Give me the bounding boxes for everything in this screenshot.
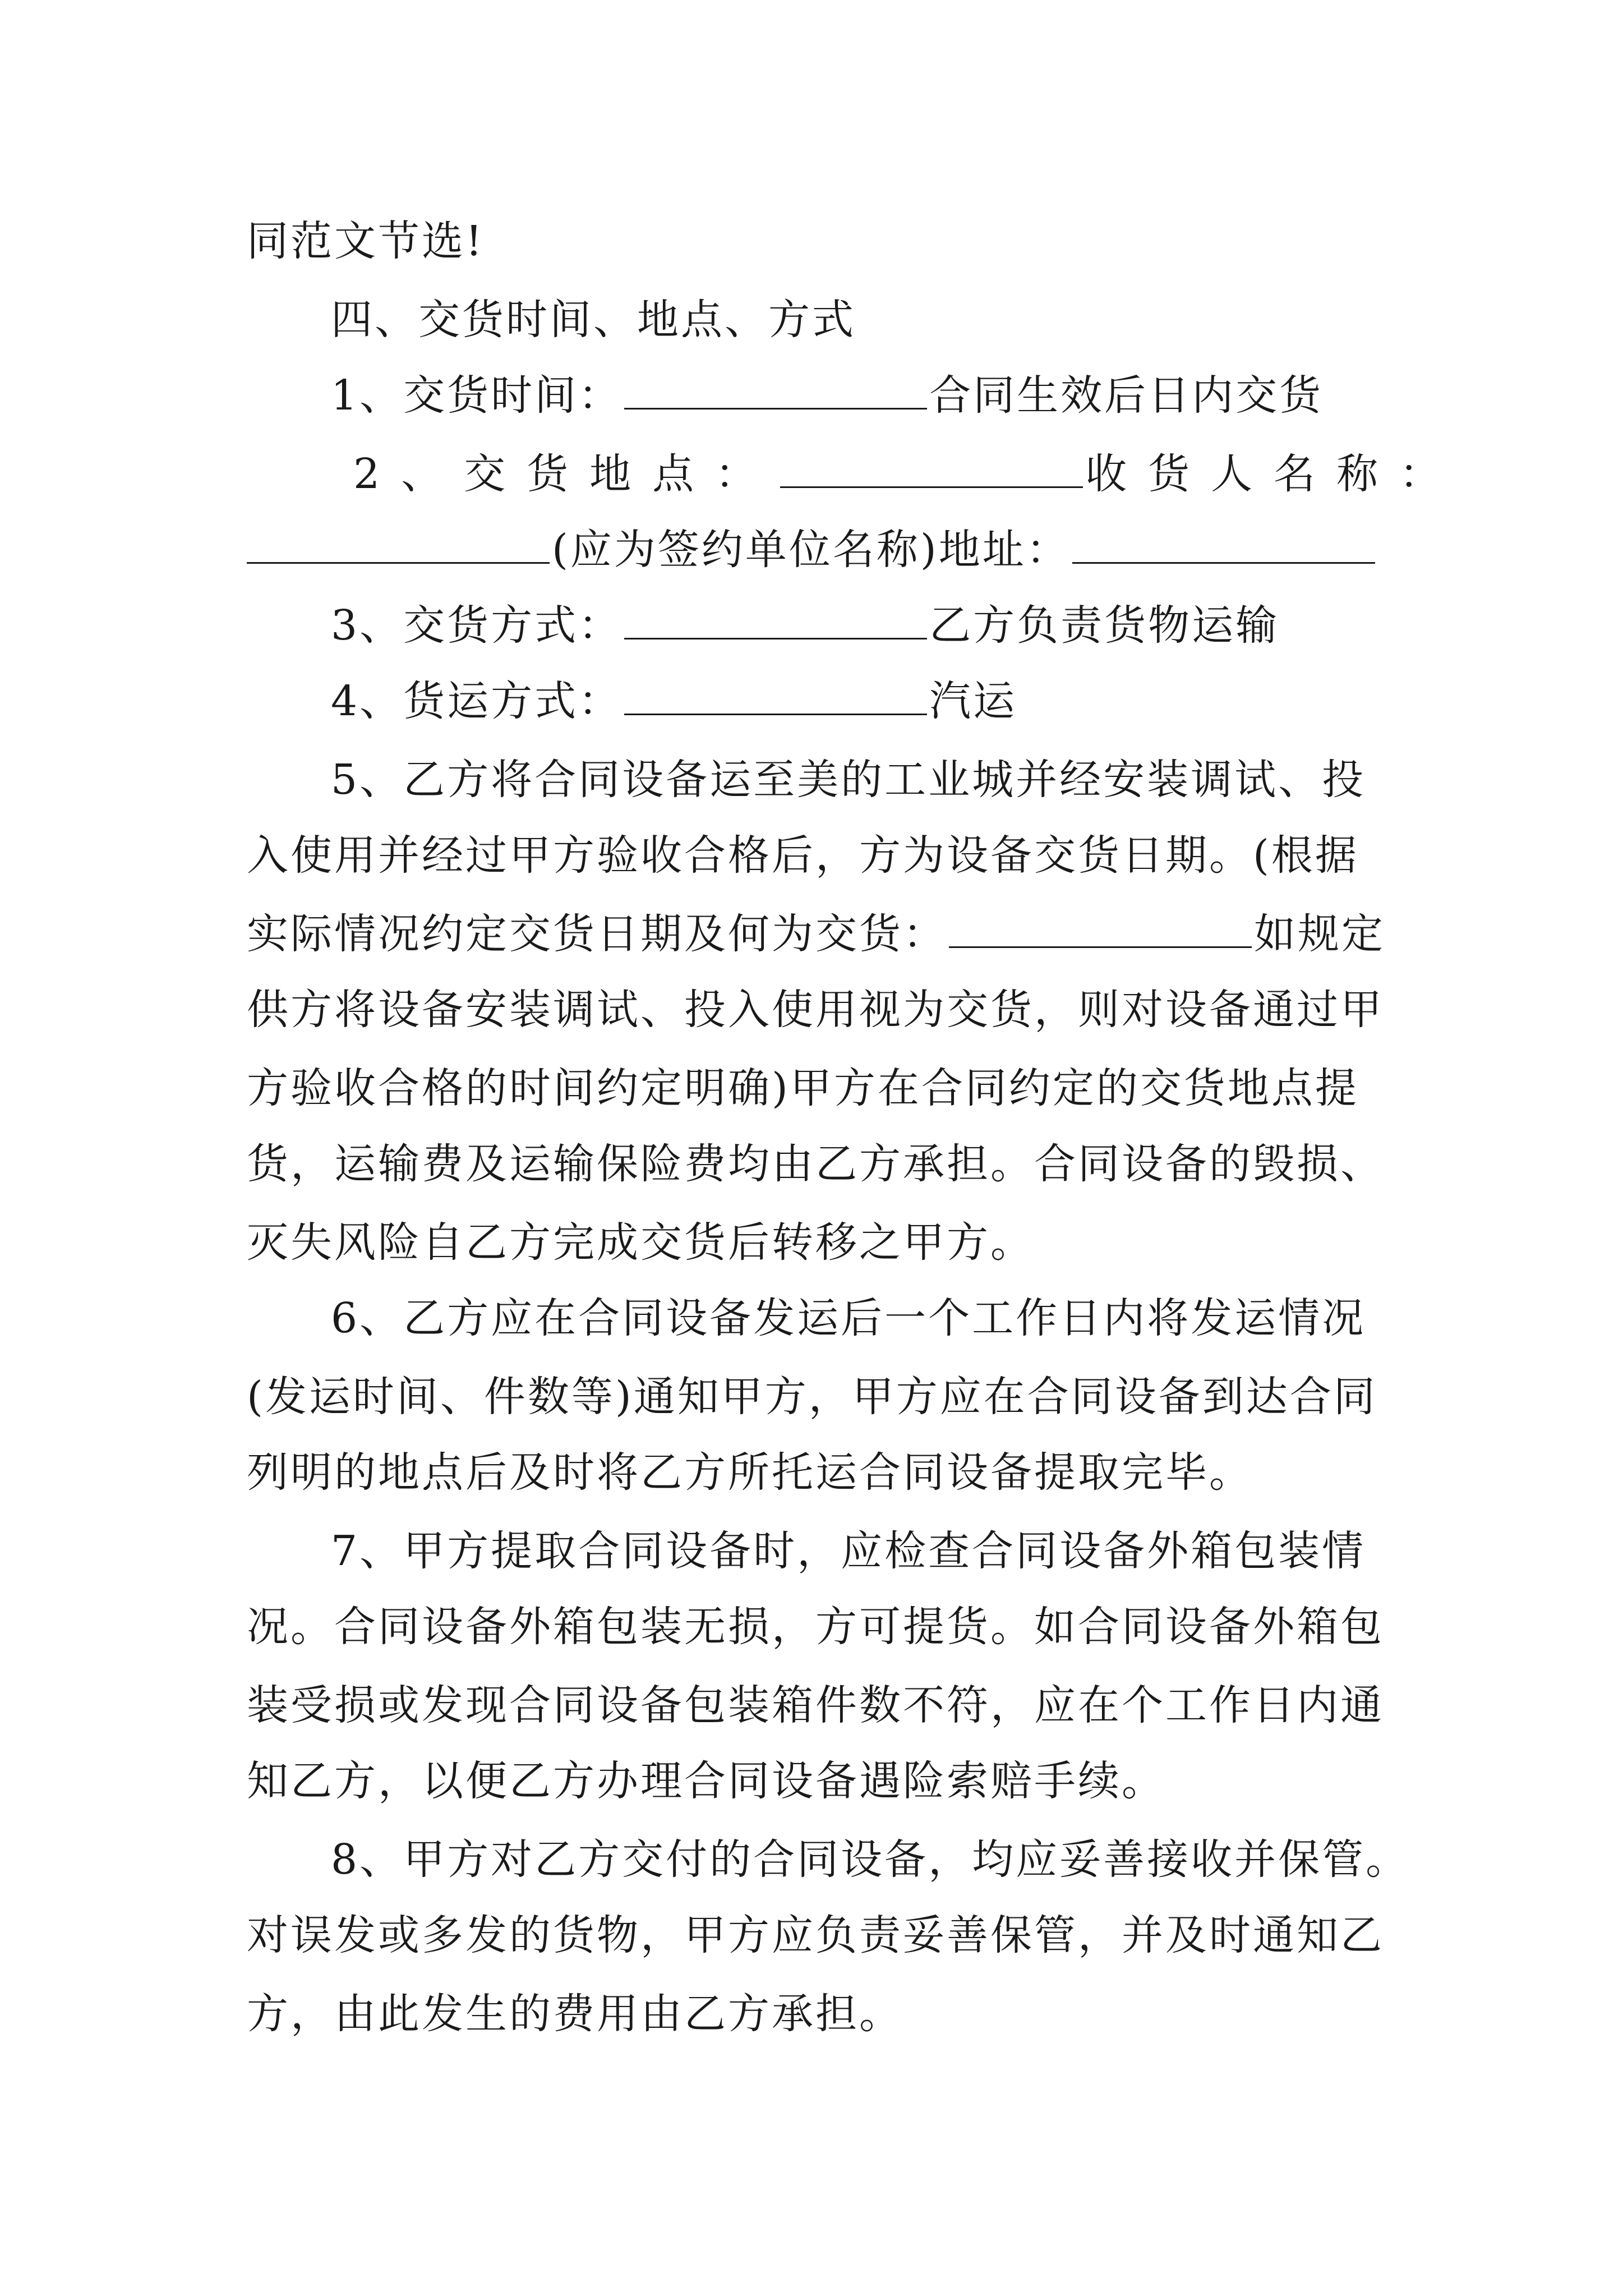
delivery-time-line	[331, 367, 1380, 424]
text-fragment: 供方将设备安装调试、投入使用视为交货，则对设备通过甲	[247, 986, 1384, 1034]
text-fragment: 5、乙方将合同设备运至美的工业城并经安装调试、投	[331, 756, 1366, 804]
text-fragment: 6、乙方应在合同设备发运后一个工作日内将发运情况	[331, 1294, 1366, 1342]
fill-blank	[780, 447, 1083, 488]
section-heading-text: 四、交货时间、地点、方式	[331, 296, 856, 344]
text-fragment: (发运时间、件数等)通知甲方，甲方应在合同设备到达合同	[247, 1373, 1377, 1421]
paragraph-line	[331, 1290, 1380, 1346]
text-fragment: 方，由此发生的费用由乙方承担。	[247, 1990, 903, 2038]
freight-method-line	[331, 673, 1380, 729]
paragraph-line	[247, 1214, 1380, 1271]
paragraph-line	[247, 827, 1380, 884]
field-label: 3、交货方式：	[331, 601, 623, 650]
field-label: 4、货运方式：	[331, 677, 623, 725]
paragraph-line	[247, 1986, 1380, 2042]
paragraph-line	[247, 1060, 1380, 1116]
paragraph-line	[247, 1599, 1384, 1655]
field-value: 汽运	[929, 677, 1017, 725]
fill-blank	[247, 523, 550, 564]
fill-blank	[949, 907, 1252, 948]
paragraph-line	[247, 213, 1380, 269]
text-fragment: 列明的地点后及时将乙方所托运合同设备提取完毕。	[247, 1448, 1253, 1497]
field-label: 2、交货地点：	[353, 450, 778, 498]
delivery-place-line	[353, 446, 1463, 502]
field-label: 收货人名称：	[1085, 450, 1463, 498]
fill-blank	[624, 369, 927, 409]
paragraph-line	[247, 1907, 1384, 1963]
text-fragment: 对误发或多发的货物，甲方应负责妥善保管，并及时通知乙	[247, 1911, 1384, 1959]
text-fragment: 如规定	[1254, 910, 1385, 958]
paragraph-line	[247, 1444, 1380, 1501]
field-label: 1、交货时间：	[331, 371, 623, 420]
paragraph-line	[247, 1753, 1380, 1809]
fill-blank	[1072, 523, 1375, 564]
text-fragment: 入使用并经过甲方验收合格后，方为设备交货日期。(根据	[247, 831, 1359, 880]
field-label: (应为签约单位名称)地址：	[552, 526, 1070, 574]
paragraph-line	[247, 982, 1384, 1038]
text-fragment: 装受损或发现合同设备包装箱件数不符，应在个工作日内通	[247, 1681, 1384, 1729]
paragraph-line	[331, 1523, 1380, 1579]
paragraph-line	[247, 1677, 1384, 1733]
paragraph-line	[331, 1832, 1408, 1888]
delivery-method-line	[331, 597, 1380, 654]
text-fragment: 知乙方，以便乙方办理合同设备遇险索赔手续。	[247, 1757, 1165, 1805]
section-heading	[331, 292, 1380, 348]
fill-blank	[624, 674, 927, 715]
text-fragment: 8、甲方对乙方交付的合同设备，均应妥善接收并保管。	[331, 1835, 1410, 1884]
text-fragment: 货，运输费及运输保险费均由乙方承担。合同设备的毁损、	[247, 1140, 1384, 1188]
field-value: 合同生效后日内交货	[929, 371, 1324, 420]
paragraph-line	[331, 752, 1380, 808]
fill-blank	[624, 599, 927, 639]
paragraph-line	[247, 1136, 1384, 1192]
text-fragment: 况。合同设备外箱包装无损，方可提货。如合同设备外箱包	[247, 1603, 1384, 1651]
text-fragment: 同范文节选!	[247, 217, 485, 265]
text-fragment: 方验收合格的时间约定明确)甲方在合同约定的交货地点提	[247, 1064, 1359, 1112]
text-fragment: 灭失风险自乙方完成交货后转移之甲方。	[247, 1218, 1034, 1267]
text-fragment: 7、甲方提取合同设备时，应检查合同设备外箱包装情	[331, 1527, 1366, 1575]
paragraph-line	[247, 1369, 1380, 1425]
consignee-line	[247, 522, 1380, 578]
text-fragment: 实际情况约定交货日期及何为交货：	[247, 910, 947, 958]
field-value: 乙方负责货物运输	[929, 601, 1280, 650]
paragraph-line	[247, 906, 1385, 962]
